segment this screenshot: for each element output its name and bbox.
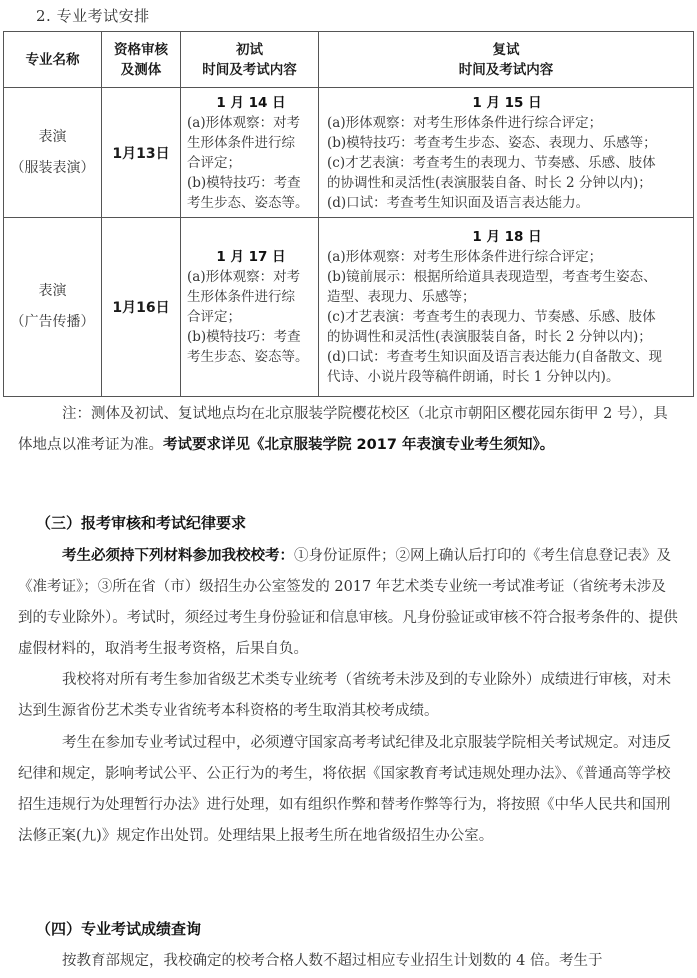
schedule-subheading: 2. 专业考试安排	[36, 7, 150, 25]
first-exam-cell: 1 月 17 日 (a)形体观察：对考 生形体条件进行综 合评定； (b)模特技巧：考查 考生步态、姿态等。	[181, 218, 319, 397]
table-header-row	[4, 32, 694, 88]
audit-date-cell: 1月16日	[102, 218, 181, 397]
exam-schedule-table	[3, 31, 694, 397]
first-exam-date: 1 月 14 日	[216, 94, 286, 111]
section3-paragraph-review: 我校将对所有考生参加省级艺术类专业统考（省统考未涉及到的专业除外）成绩进行审核，对未达到生源省份艺术类专业省统考本科资格的考生取消其校考成绩。	[18, 672, 671, 719]
first-exam-date: 1 月 17 日	[216, 249, 286, 265]
location-note	[18, 399, 680, 461]
second-exam-cell: 1 月 18 日 (a)形体观察：对考生形体条件进行综合评定； (b)镜前展示：根据所给道具表现造型，考查考生姿态、 造型、表现力、乐感等； (c)才艺表演：考查考生的表现力、节奏感、乐感、肢体 的协调性和灵活性(表演服装自备，时长 2 分钟以内)； (d)口试：考查考生知识面及语言表达能力(自备散文、现 代诗、小说片段等稿件朗诵，时长 1 分钟以内)。	[319, 218, 694, 397]
section3-paragraph-materials	[18, 541, 680, 665]
header-second-exam: 复试 时间及考试内容	[319, 32, 694, 88]
header-audit: 资格审核 及测体	[102, 32, 181, 88]
second-exam-date: 1 月 15 日	[472, 94, 542, 111]
major-cell: 表演 （服装表演）	[4, 88, 102, 218]
section3-heading: （三）报考审核和考试纪律要求	[36, 514, 247, 532]
materials-lead: 考生必须持下列材料参加我校校考：	[62, 548, 294, 564]
materials-text: ①身份证原件；②网上确认后打印的《考生信息登记表》及《准考证》；③所在省（市）级招生办公室签发的 2017 年艺术类专业统一考试准考证（省统考未涉及到的专业除外）。考试时，须经过考生身份验证和信息审核。凡身份验证或审核不符合报考条件的、提供虚假材料的，取消考生报考资格，后果自负。	[18, 548, 678, 657]
header-major: 专业名称	[4, 32, 102, 88]
note-text: 注：测体及初试、复试地点均在北京服装学院樱花校区（北京市朝阳区樱花园东街甲 2 号），具体地点以准考证为准。	[18, 406, 668, 453]
table-row	[4, 218, 694, 397]
table-row	[4, 88, 694, 218]
first-exam-cell: 1 月 14 日 (a)形体观察：对考 生形体条件进行综 合评定； (b)模特技巧：考查 考生步态、姿态等。	[181, 88, 319, 218]
second-exam-date: 1 月 18 日	[472, 229, 542, 245]
section4-heading: （四）专业考试成绩查询	[36, 920, 202, 938]
section4-paragraph: 按教育部规定，我校确定的校考合格人数不超过相应专业招生计划数的 4 倍。考生于	[62, 953, 603, 969]
major-cell: 表演 （广告传播）	[4, 218, 102, 397]
audit-date-cell: 1月13日	[102, 88, 181, 218]
second-exam-cell: 1 月 15 日 (a)形体观察：对考生形体条件进行综合评定； (b)模特技巧：考查考生步态、姿态、表现力、乐感等； (c)才艺表演：考查考生的表现力、节奏感、乐感、肢体 的协调性和灵活性(表演服装自备、时长 2 分钟以内)； (d)口试：考查考生知识面及语言表达能力。	[319, 88, 694, 218]
header-first-exam: 初试 时间及考试内容	[181, 32, 319, 88]
note-emphasis: 考试要求详见《北京服装学院 2017 年表演专业考生须知》。	[163, 437, 555, 453]
section3-paragraph-discipline: 考生在参加专业考试过程中，必须遵守国家高考考试纪律及北京服装学院相关考试规定。对违反纪律和规定，影响考试公平、公正行为的考生，将依据《国家教育考试违规处理办法》、《普通高等学校招生违规行为处理暂行办法》进行处理，如有组织作弊和替考作弊等行为，将按照《中华人民共和国刑法修正案(九)》规定作出处罚。处理结果上报考生所在地省级招生办公室。	[18, 735, 671, 844]
